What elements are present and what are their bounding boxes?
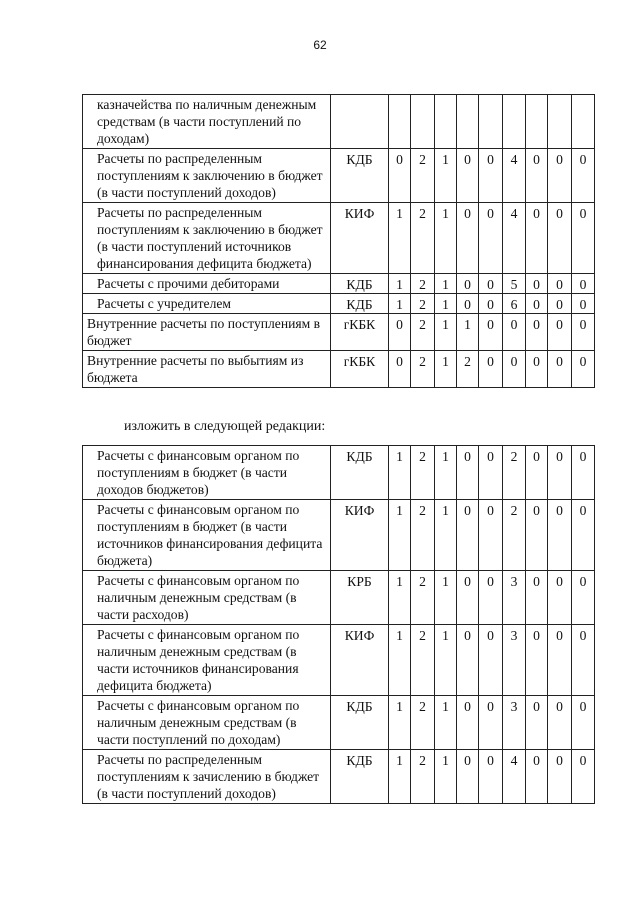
code-digit-cell: 1 (389, 571, 411, 625)
code-digit-cell: 0 (479, 351, 503, 388)
code-digit-cell: 4 (503, 750, 526, 804)
code-type-cell: гКБК (331, 351, 389, 388)
code-digit-cell: 1 (435, 446, 457, 500)
code-digit-cell: 0 (526, 351, 548, 388)
code-digit-cell: 5 (503, 274, 526, 294)
code-digit-cell: 2 (411, 351, 435, 388)
table-row (83, 351, 595, 388)
code-digit-cell: 2 (411, 149, 435, 203)
code-digit-cell: 1 (435, 500, 457, 571)
account-name-cell: Расчеты по распределенным поступлениям к заключению в бюджет (в части поступлений источников финансирования дефицита бюджета) (83, 203, 331, 274)
code-digit-cell: 4 (503, 203, 526, 274)
code-digit-cell (548, 95, 572, 149)
code-type-cell: КИФ (331, 625, 389, 696)
code-digit-cell: 0 (548, 446, 572, 500)
code-digit-cell: 2 (411, 625, 435, 696)
code-digit-cell (457, 95, 479, 149)
code-digit-cell: 0 (389, 149, 411, 203)
code-digit-cell: 0 (526, 750, 548, 804)
code-type-cell (331, 95, 389, 149)
code-digit-cell: 0 (479, 314, 503, 351)
code-type-cell: КИФ (331, 500, 389, 571)
code-digit-cell: 0 (526, 274, 548, 294)
code-digit-cell: 1 (389, 500, 411, 571)
account-name-cell: Расчеты с прочими дебиторами (83, 274, 331, 294)
code-digit-cell: 2 (411, 446, 435, 500)
table-row (83, 314, 595, 351)
code-digit-cell: 0 (457, 203, 479, 274)
account-name-cell: Внутренние расчеты по выбытиям из бюджета (83, 351, 331, 388)
code-digit-cell: 1 (389, 696, 411, 750)
code-digit-cell: 2 (411, 571, 435, 625)
code-digit-cell: 0 (572, 274, 595, 294)
code-digit-cell: 0 (548, 314, 572, 351)
table-row (83, 294, 595, 314)
code-digit-cell: 3 (503, 625, 526, 696)
code-digit-cell: 2 (411, 314, 435, 351)
code-digit-cell: 1 (389, 625, 411, 696)
account-name-cell: Расчеты с финансовым органом по наличным денежным средствам (в части источников финансирования дефицита бюджета) (83, 625, 331, 696)
code-digit-cell: 4 (503, 149, 526, 203)
table-row (83, 750, 595, 804)
code-digit-cell (389, 95, 411, 149)
code-digit-cell: 0 (457, 625, 479, 696)
code-digit-cell: 2 (411, 294, 435, 314)
code-digit-cell: 1 (435, 203, 457, 274)
code-type-cell: гКБК (331, 314, 389, 351)
code-digit-cell: 1 (435, 750, 457, 804)
code-digit-cell: 1 (435, 571, 457, 625)
code-digit-cell (479, 95, 503, 149)
code-digit-cell: 1 (435, 314, 457, 351)
code-type-cell: КДБ (331, 274, 389, 294)
code-digit-cell: 2 (411, 274, 435, 294)
code-digit-cell: 0 (572, 625, 595, 696)
account-name-cell: казначейства по наличным денежным средствам (в части поступлений по доходам) (83, 95, 331, 149)
table-row (83, 203, 595, 274)
code-digit-cell: 0 (479, 149, 503, 203)
code-digit-cell: 0 (479, 750, 503, 804)
code-digit-cell: 0 (572, 750, 595, 804)
accounts-table-new (82, 445, 595, 804)
code-digit-cell: 1 (389, 274, 411, 294)
code-type-cell: КДБ (331, 696, 389, 750)
code-digit-cell: 0 (457, 500, 479, 571)
code-digit-cell: 0 (479, 203, 503, 274)
code-type-cell: КРБ (331, 571, 389, 625)
code-digit-cell (526, 95, 548, 149)
account-name-cell: Расчеты с учредителем (83, 294, 331, 314)
code-digit-cell: 0 (526, 294, 548, 314)
amendment-connector-text: изложить в следующей редакции: (124, 419, 326, 434)
table-row (83, 625, 595, 696)
code-digit-cell: 1 (389, 294, 411, 314)
code-type-cell: КДБ (331, 446, 389, 500)
code-type-cell: КИФ (331, 203, 389, 274)
code-digit-cell: 2 (411, 500, 435, 571)
code-digit-cell: 0 (503, 314, 526, 351)
account-name-cell: Расчеты с финансовым органом по наличным денежным средствам (в части расходов) (83, 571, 331, 625)
code-digit-cell: 0 (548, 203, 572, 274)
code-digit-cell: 0 (572, 696, 595, 750)
code-digit-cell: 0 (457, 571, 479, 625)
code-digit-cell: 0 (572, 294, 595, 314)
account-name-cell: Внутренние расчеты по поступлениям в бюджет (83, 314, 331, 351)
code-digit-cell: 0 (548, 351, 572, 388)
account-name-cell: Расчеты по распределенным поступлениям к заключению в бюджет (в части поступлений доходов) (83, 149, 331, 203)
code-digit-cell: 0 (548, 696, 572, 750)
table-row (83, 274, 595, 294)
code-digit-cell: 1 (389, 446, 411, 500)
account-name-cell: Расчеты с финансовым органом по наличным денежным средствам (в части поступлений по доходам) (83, 696, 331, 750)
code-digit-cell: 1 (389, 203, 411, 274)
code-digit-cell: 0 (572, 500, 595, 571)
code-digit-cell (411, 95, 435, 149)
code-digit-cell (572, 95, 595, 149)
code-digit-cell: 0 (457, 294, 479, 314)
code-digit-cell: 2 (503, 500, 526, 571)
code-digit-cell: 0 (526, 696, 548, 750)
code-digit-cell: 0 (389, 351, 411, 388)
code-digit-cell: 0 (572, 351, 595, 388)
code-digit-cell: 0 (572, 446, 595, 500)
code-digit-cell: 1 (389, 750, 411, 804)
code-type-cell: КДБ (331, 294, 389, 314)
code-digit-cell: 0 (526, 625, 548, 696)
code-digit-cell (503, 95, 526, 149)
table-row (83, 149, 595, 203)
code-digit-cell: 2 (411, 203, 435, 274)
code-digit-cell: 0 (479, 274, 503, 294)
code-digit-cell: 0 (526, 571, 548, 625)
code-digit-cell: 1 (435, 696, 457, 750)
code-digit-cell: 0 (457, 446, 479, 500)
code-digit-cell: 0 (457, 750, 479, 804)
code-digit-cell: 0 (548, 750, 572, 804)
code-digit-cell: 0 (548, 500, 572, 571)
account-name-cell: Расчеты с финансовым органом по поступлениям в бюджет (в части доходов бюджетов) (83, 446, 331, 500)
code-digit-cell (435, 95, 457, 149)
accounts-table-current (82, 94, 595, 388)
code-digit-cell: 0 (526, 149, 548, 203)
code-digit-cell: 2 (411, 750, 435, 804)
code-digit-cell: 1 (457, 314, 479, 351)
code-digit-cell: 0 (457, 274, 479, 294)
code-digit-cell: 0 (548, 625, 572, 696)
code-digit-cell: 2 (503, 446, 526, 500)
table-row (83, 571, 595, 625)
code-digit-cell: 0 (457, 149, 479, 203)
code-digit-cell: 1 (435, 274, 457, 294)
code-digit-cell: 1 (435, 294, 457, 314)
code-digit-cell: 0 (572, 571, 595, 625)
code-digit-cell: 2 (457, 351, 479, 388)
table-row (83, 500, 595, 571)
code-digit-cell: 0 (526, 446, 548, 500)
code-digit-cell: 0 (526, 314, 548, 351)
code-digit-cell: 3 (503, 571, 526, 625)
code-digit-cell: 1 (435, 625, 457, 696)
code-digit-cell: 0 (572, 314, 595, 351)
code-digit-cell: 0 (548, 571, 572, 625)
code-digit-cell: 0 (548, 149, 572, 203)
code-digit-cell: 0 (503, 351, 526, 388)
code-digit-cell: 1 (435, 351, 457, 388)
code-digit-cell: 0 (526, 500, 548, 571)
code-digit-cell: 0 (479, 571, 503, 625)
code-digit-cell: 0 (479, 500, 503, 571)
code-digit-cell: 0 (479, 696, 503, 750)
table-row (83, 696, 595, 750)
code-digit-cell: 0 (572, 203, 595, 274)
code-digit-cell: 2 (411, 696, 435, 750)
code-digit-cell: 0 (526, 203, 548, 274)
code-digit-cell: 3 (503, 696, 526, 750)
code-digit-cell: 0 (548, 274, 572, 294)
code-digit-cell: 0 (479, 294, 503, 314)
table-row (83, 95, 595, 149)
code-digit-cell: 0 (389, 314, 411, 351)
code-digit-cell: 1 (435, 149, 457, 203)
account-name-cell: Расчеты с финансовым органом по поступлениям в бюджет (в части источников финансирования дефицита бюджета) (83, 500, 331, 571)
code-type-cell: КДБ (331, 750, 389, 804)
code-digit-cell: 0 (572, 149, 595, 203)
code-digit-cell: 0 (479, 625, 503, 696)
code-digit-cell: 0 (548, 294, 572, 314)
code-digit-cell: 6 (503, 294, 526, 314)
code-type-cell: КДБ (331, 149, 389, 203)
page-number: 62 (313, 38, 327, 52)
account-name-cell: Расчеты по распределенным поступлениям к зачислению в бюджет (в части поступлений доходов) (83, 750, 331, 804)
code-digit-cell: 0 (457, 696, 479, 750)
table-row (83, 446, 595, 500)
code-digit-cell: 0 (479, 446, 503, 500)
